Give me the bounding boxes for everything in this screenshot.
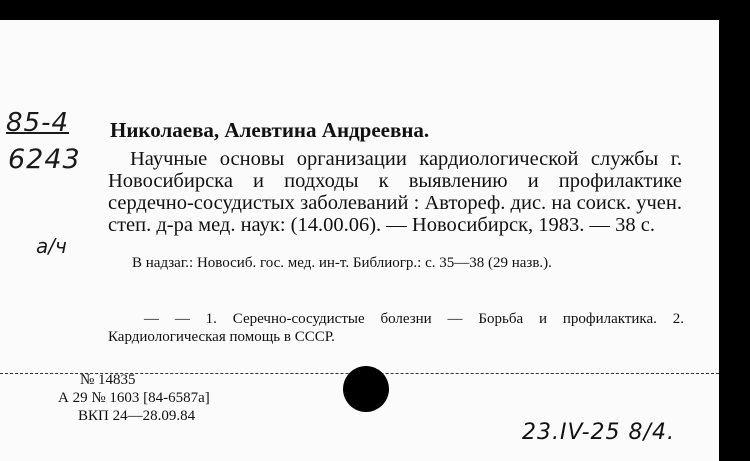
- notes: В надзаг.: Новосиб. гос. мед. ин-т. Библиогр.: с. 35—38 (29 назв.).: [132, 255, 552, 271]
- catalog-card: [0, 20, 719, 461]
- shelfmark-bottom: 6243: [8, 144, 81, 175]
- margin-note: а/ч: [36, 234, 67, 258]
- punch-hole: [343, 366, 389, 412]
- author-heading: Николаева, Алевтина Андреевна.: [110, 118, 430, 142]
- registry-date: ВКП 24—28.09.84: [78, 408, 196, 424]
- registry-code: А 29 № 1603 [84-6587а]: [58, 390, 210, 406]
- registry-number: № 14835: [80, 372, 136, 388]
- title-description: Научные основы организации кардиологической службы г. Новосибирска и подходы к выявлению и профилактике сердечно-сосудистых заболеваний : Автореф. дис. на соиск. учен. степ. д-ра мед. наук: (14.00.06). — Новосибирск, 1983. — 38 с.: [108, 148, 682, 236]
- subject-headings: — — 1. Серечно-сосудистые болезни — Борьба и профилактика. 2. Кардиологическая помощь в СССР.: [108, 311, 684, 345]
- shelfmark-top: 85-4: [6, 108, 70, 138]
- handwritten-date: 23.IV-25 8/4.: [522, 420, 675, 445]
